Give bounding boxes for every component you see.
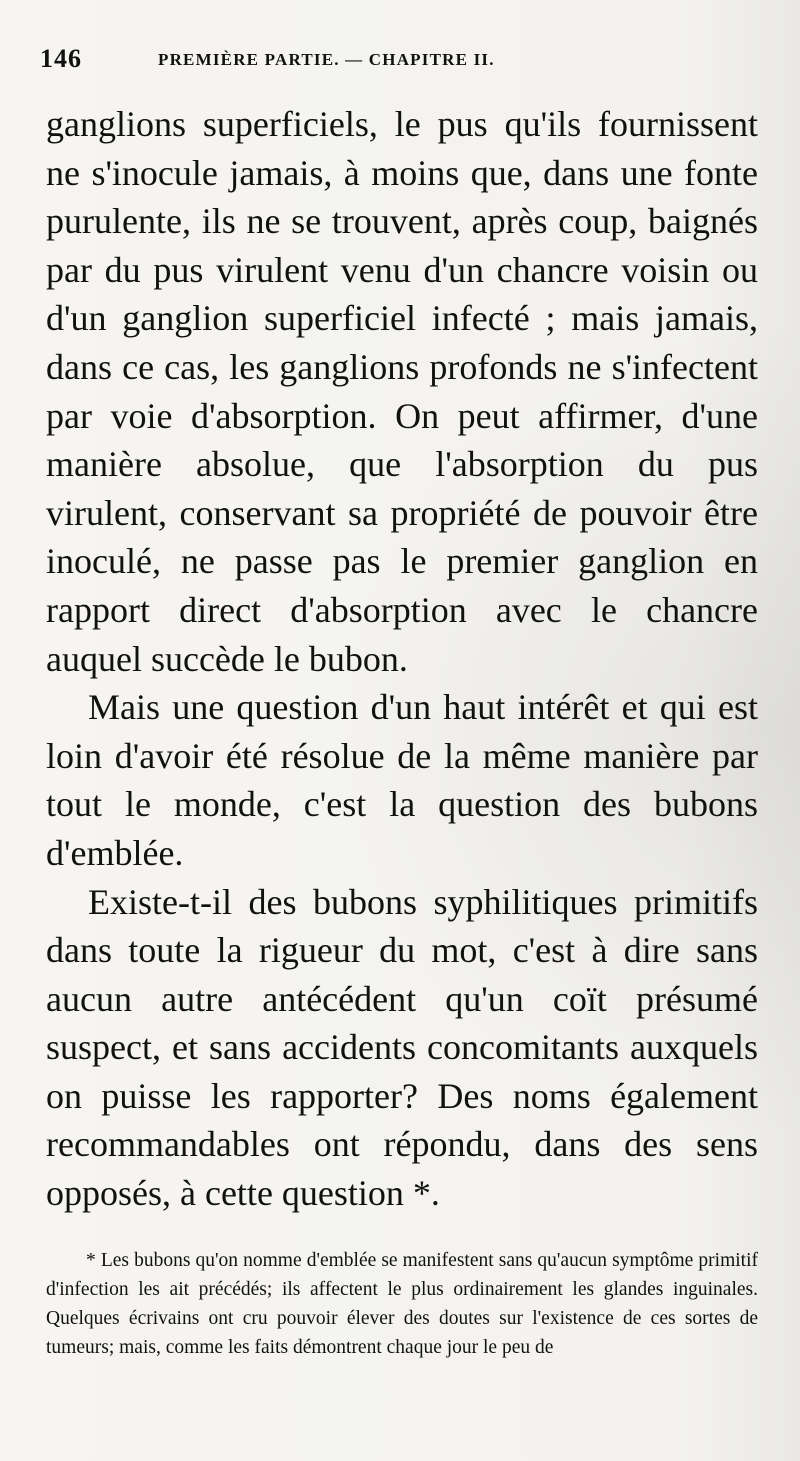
running-head: PREMIÈRE PARTIE. — CHAPITRE II.	[158, 50, 495, 69]
page-header	[40, 44, 640, 78]
page-number: 146	[40, 44, 82, 73]
paragraph-bubons-question: Mais une question d'un haut intérêt et qui est loin d'avoir été résolue de la même manière par tout le monde, c'est la question des bubons d'emblée.	[46, 687, 758, 873]
footnote: * Les bubons qu'on nomme d'emblée se manifestent sans qu'aucun symptôme primitif d'infection les ait précédés; ils affectent le plus ordinairement les glandes inguinales. Quelques écrivains ont cru pouvoir élever des doutes sur l'existence de ces sortes de tumeurs; mais, comme les faits démontrent chaque jour le peu de	[46, 1250, 758, 1358]
paragraph-continued: ganglions superficiels, le pus qu'ils fournissent ne s'inocule jamais, à moins que, dans une fonte purulente, ils ne se trouvent, après coup, baignés par du pus virulent venu d'un chancre voisin ou d'un ganglion superficiel infecté ; mais jamais, dans ce cas, les ganglions profonds ne s'infectent par voie d'absorption. On peut affirmer, d'une manière absolue, que l'absorption du pus virulent, conservant sa propriété de pouvoir être inoculé, ne passe pas le premier ganglion en rapport direct d'absorption avec le chancre auquel succède le bubon.	[46, 104, 758, 679]
paragraph-existe-t-il: Existe-t-il des bubons syphilitiques primitifs dans toute la rigueur du mot, c'est à dire sans aucun autre antécédent qu'un coït présumé suspect, et sans accidents concomitants auxquels on puisse les rapporter? Des noms également recommandables ont répondu, dans des sens opposés, à cette question *.	[46, 881, 758, 1214]
body-text	[46, 100, 758, 1218]
